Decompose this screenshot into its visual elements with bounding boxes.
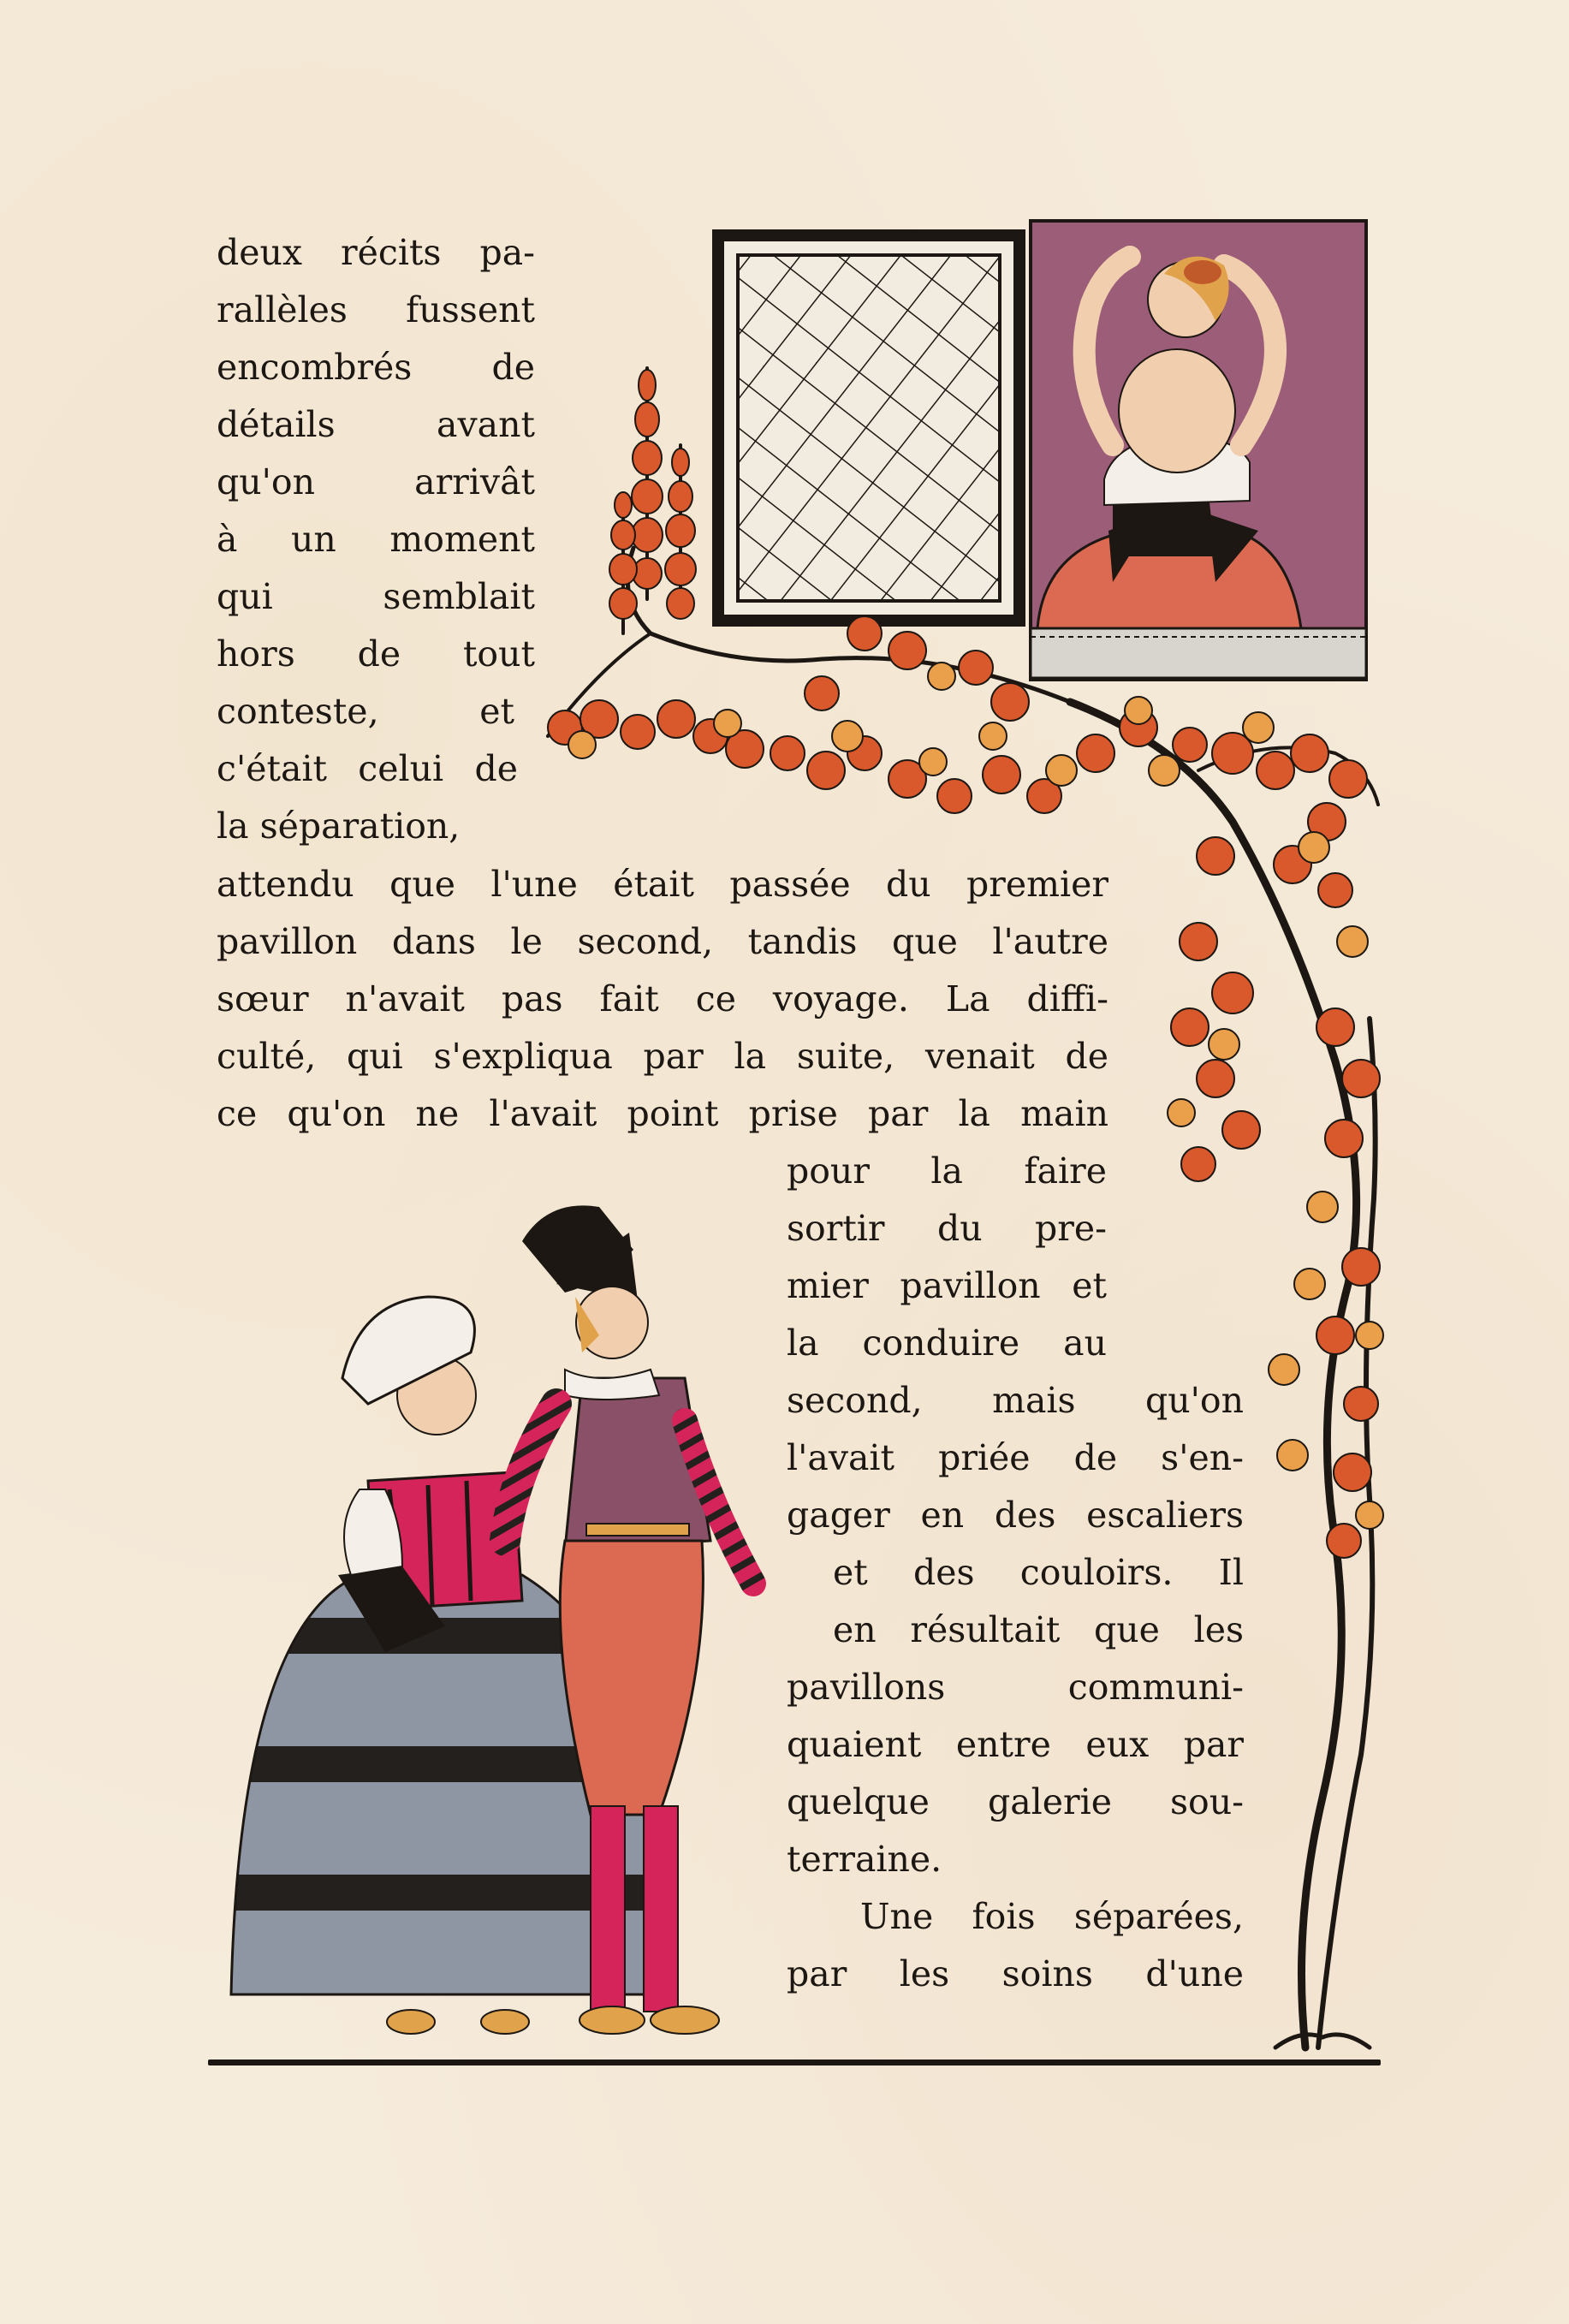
text-line: second, mais qu'on — [787, 1380, 1244, 1421]
text-line: terraine. — [787, 1839, 942, 1880]
text-line: sœur n'avait pas fait ce voyage. La diffi- — [217, 978, 1108, 1019]
woman-in-bonnet-icon — [231, 1297, 676, 2034]
ground-rule — [208, 2060, 1381, 2065]
text-line: conteste, et — [217, 691, 514, 732]
text-line: pavillon dans le second, tandis que l'autre — [217, 921, 1108, 962]
text-line: en résultait que les — [833, 1609, 1244, 1650]
text-line: par les soins d'une — [787, 1953, 1244, 1994]
text-line: Une fois séparées, — [860, 1896, 1244, 1937]
text-line: pavillons communi- — [787, 1667, 1244, 1708]
text-line: gager en des escaliers — [787, 1495, 1244, 1536]
text-line: ce qu'on ne l'avait point prise par la main — [217, 1093, 1108, 1134]
text-line: quaient entre eux par — [787, 1724, 1244, 1765]
text-line: culté, qui s'expliqua par la suite, venait de — [217, 1036, 1108, 1077]
lattice-window-icon — [712, 229, 1025, 627]
text-line: mier pavillon et — [787, 1265, 1107, 1306]
text-line: rallèles fussent — [217, 289, 535, 330]
text-line: hors de tout — [217, 633, 535, 675]
text-line: sortir du pre- — [787, 1208, 1107, 1249]
text-line: pour la faire — [787, 1150, 1107, 1192]
text-line: c'était celui de — [217, 748, 518, 789]
text-line: encombrés de — [217, 347, 535, 388]
man-in-tall-hat-icon — [505, 1205, 753, 2034]
hollyhock-icon — [609, 370, 696, 619]
text-line: à un moment — [217, 519, 535, 560]
text-line: détails avant — [217, 404, 535, 445]
text-line: quelque galerie sou- — [787, 1781, 1244, 1822]
text-line: qu'on arrivât — [217, 461, 535, 502]
text-line: attendu que l'une était passée du premier — [217, 864, 1108, 905]
text-line: l'avait priée de s'en- — [787, 1437, 1244, 1478]
text-line: la conduire au — [787, 1322, 1107, 1364]
text-line: et des couloirs. Il — [833, 1552, 1244, 1593]
woman-at-window-icon — [1031, 221, 1366, 680]
text-line: deux récits pa- — [217, 232, 535, 273]
text-line: qui semblait — [217, 576, 535, 617]
text-line: la séparation, — [217, 805, 461, 847]
